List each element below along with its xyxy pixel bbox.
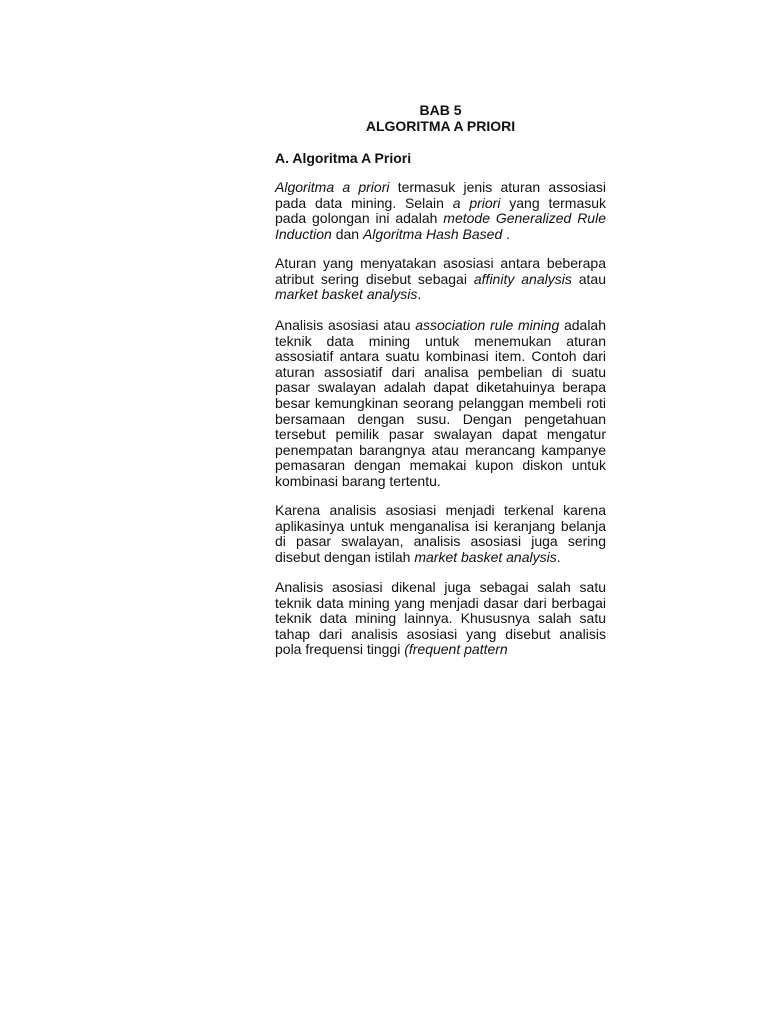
italic-term: market basket analysis [414, 548, 557, 565]
italic-term: affinity analysis [473, 270, 572, 287]
text-run: Karena analisis asosiasi menjadi terkenal karena aplikasinya untuk menganalisa isi keranjang belanja di pasar swalayan, analisis asosiasi juga sering disebut dengan istilah [275, 502, 606, 565]
italic-term: association rule mining [415, 317, 560, 333]
paragraph-intro [275, 180, 606, 242]
text-run: termasuk jenis aturan assosiasi pada data mining. Selain [275, 179, 606, 211]
paragraph-association-rule [275, 318, 606, 490]
italic-term: (frequent pattern [404, 641, 508, 658]
text-run: yang termasuk pada golongan ini adalah [275, 194, 607, 227]
italic-term: Algoritma Hash Based [362, 225, 503, 242]
section-title: A. Algoritma A Priori [275, 150, 412, 166]
paragraph-market-basket [275, 503, 606, 565]
italic-term: Algoritma a priori [275, 179, 390, 195]
paragraph-frequent-pattern [275, 580, 606, 658]
text-run: Analisis asosiasi dikenal juga sebagai salah satu teknik data mining yang menjadi dasar dari berbagai teknik data mining lainnya. Khususnya salah satu tahap dari analisis asosiasi yang disebut analisis pola frequensi tinggi [275, 579, 606, 658]
text-run: atau [571, 270, 606, 287]
chapter-title: ALGORITMA A PRIORI [365, 118, 516, 134]
text-run: Analisis asosiasi atau [275, 317, 416, 333]
text-run: adalah teknik data mining untuk menemukan aturan assosiatif antara suatu kombinasi item. Contoh dari aturan assosiatif dari analisa pembelian di suatu pasar swalayan adalah dapat diketahuinya berapa besar kemungkinan seorang pelanggan membeli roti bersamaan dengan susu. Dengan pengetahuan tersebut pemilik pasar swalayan dapat mengatur penempatan barangnya atau merancang kampanye pemasaran dengan memakai kupon diskon untuk kombinasi barang tertentu. [275, 317, 606, 489]
text-run: dan [331, 225, 363, 242]
text-run: . [417, 286, 422, 303]
italic-term: metode Generalized Rule Induction [275, 210, 606, 242]
text-run: . [502, 225, 511, 242]
italic-term: market basket analysis [275, 286, 418, 303]
chapter-number: BAB 5 [419, 102, 462, 118]
paragraph-affinity [275, 256, 606, 303]
text-run: Aturan yang menyatakan asosiasi antara beberapa atribut sering disebut sebagai [275, 255, 606, 287]
text-run: . [556, 548, 561, 565]
italic-term: a priori [452, 194, 501, 211]
